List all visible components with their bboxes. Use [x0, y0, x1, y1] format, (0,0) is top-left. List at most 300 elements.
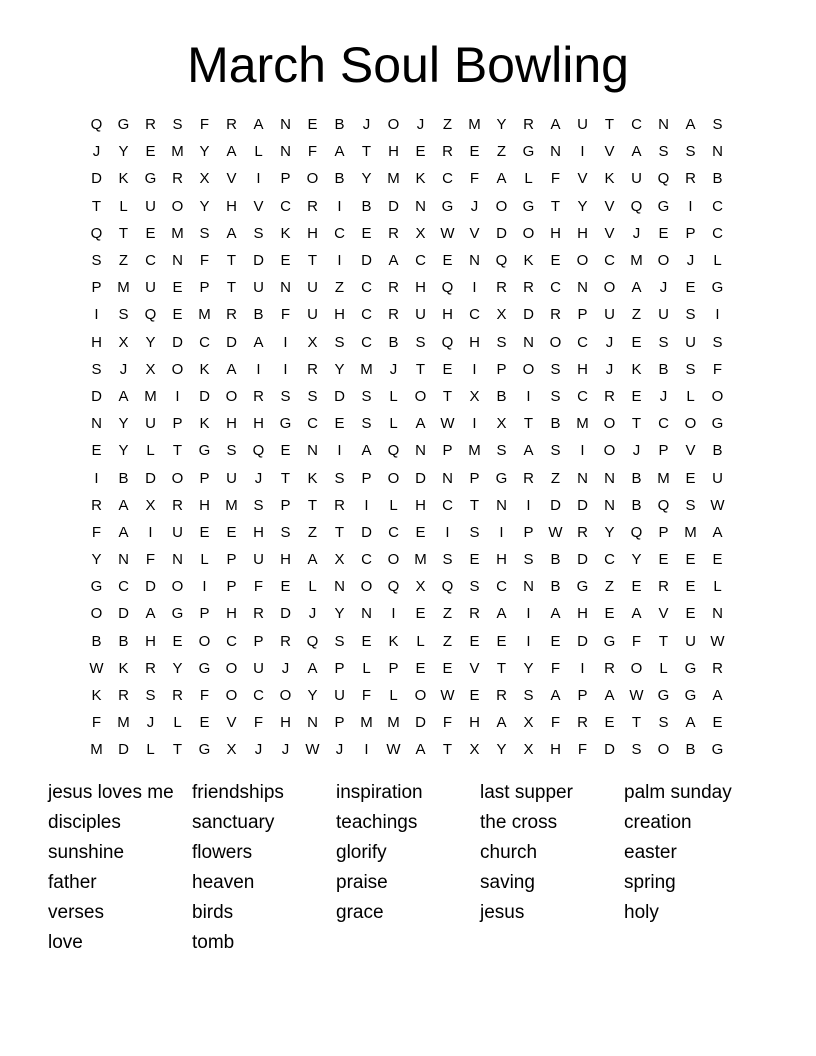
grid-letter: T	[280, 469, 291, 487]
grid-letter: N	[415, 197, 426, 215]
grid-letter: F	[712, 360, 723, 378]
grid-letter: E	[550, 252, 561, 270]
grid-letter: C	[415, 252, 426, 270]
grid-letter: T	[226, 279, 237, 297]
grid-letter: M	[198, 306, 211, 324]
grid-letter: B	[712, 170, 723, 188]
grid-letter: V	[226, 714, 237, 732]
grid-letter: F	[199, 252, 210, 270]
grid-row	[83, 138, 731, 165]
grid-letter: S	[280, 523, 291, 541]
grid-letter: Q	[441, 333, 454, 351]
grid-letter: H	[577, 360, 588, 378]
grid-letter: I	[688, 197, 693, 215]
grid-letter: P	[442, 442, 453, 460]
grid-letter: O	[225, 687, 238, 705]
grid-letter: S	[523, 687, 534, 705]
grid-letter: N	[91, 415, 102, 433]
grid-letter: C	[604, 551, 615, 569]
grid-letter: E	[280, 252, 291, 270]
grid-row	[83, 519, 731, 546]
grid-row	[83, 165, 731, 192]
grid-letter: C	[361, 306, 372, 324]
grid-letter: Q	[90, 224, 103, 242]
grid-letter: G	[684, 659, 697, 677]
grid-letter: I	[580, 442, 585, 460]
grid-letter: Y	[118, 143, 129, 161]
grid-letter: A	[415, 741, 426, 759]
grid-letter: Y	[307, 687, 318, 705]
grid-letter: O	[657, 741, 670, 759]
grid-letter: F	[253, 578, 264, 596]
grid-letter: E	[685, 279, 696, 297]
grid-letter: G	[198, 442, 211, 460]
grid-letter: L	[308, 578, 317, 596]
grid-letter: C	[577, 387, 588, 405]
grid-letter: F	[145, 551, 156, 569]
grid-letter: G	[495, 469, 508, 487]
grid-letter: O	[387, 469, 400, 487]
grid-letter: S	[469, 578, 480, 596]
grid-letter: L	[389, 387, 398, 405]
grid-letter: T	[631, 714, 642, 732]
grid-letter: G	[144, 170, 157, 188]
grid-letter: S	[685, 496, 696, 514]
word-column	[48, 778, 192, 958]
grid-letter: V	[604, 224, 615, 242]
grid-letter: I	[283, 333, 288, 351]
grid-letter: R	[172, 170, 183, 188]
grid-letter: F	[631, 632, 642, 650]
grid-letter: F	[199, 116, 210, 134]
grid-letter: I	[472, 415, 477, 433]
grid-letter: D	[172, 333, 183, 351]
grid-letter: H	[577, 224, 588, 242]
grid-letter: Q	[441, 279, 454, 297]
grid-letter: B	[658, 360, 669, 378]
grid-letter: B	[253, 306, 264, 324]
word-item: creation	[624, 812, 692, 833]
grid-letter: E	[172, 632, 183, 650]
grid-letter: U	[226, 469, 237, 487]
grid-letter: K	[523, 252, 534, 270]
grid-letter: L	[416, 632, 425, 650]
grid-letter: S	[334, 469, 345, 487]
grid-letter: F	[550, 659, 561, 677]
grid-letter: F	[280, 306, 291, 324]
grid-letter: I	[472, 360, 477, 378]
grid-letter: G	[117, 116, 130, 134]
grid-letter: X	[469, 741, 480, 759]
grid-letter: J	[335, 741, 344, 759]
grid-letter: Y	[523, 659, 534, 677]
grid-letter: J	[659, 387, 668, 405]
grid-letter: K	[280, 224, 291, 242]
word-item: jesus	[480, 902, 525, 923]
grid-letter: L	[713, 252, 722, 270]
grid-letter: P	[388, 659, 399, 677]
grid-letter: R	[496, 687, 507, 705]
grid-letter: N	[307, 714, 318, 732]
grid-letter: Q	[657, 496, 670, 514]
grid-letter: E	[199, 714, 210, 732]
grid-letter: N	[334, 578, 345, 596]
grid-letter: P	[658, 442, 669, 460]
grid-letter: C	[442, 496, 453, 514]
grid-letter: X	[145, 360, 156, 378]
grid-letter: H	[469, 333, 480, 351]
word-item: heaven	[192, 872, 255, 893]
grid-letter: J	[119, 360, 128, 378]
grid-letter: R	[253, 387, 264, 405]
grid-letter: Y	[199, 197, 210, 215]
grid-letter: P	[280, 170, 291, 188]
grid-letter: N	[361, 605, 372, 623]
grid-letter: L	[254, 143, 263, 161]
grid-letter: M	[171, 143, 184, 161]
grid-row	[83, 111, 731, 138]
grid-letter: P	[334, 714, 345, 732]
grid-letter: S	[334, 632, 345, 650]
grid-letter: C	[388, 523, 399, 541]
grid-letter: G	[90, 578, 103, 596]
grid-letter: Q	[306, 632, 319, 650]
grid-letter: E	[685, 578, 696, 596]
grid-letter: E	[442, 659, 453, 677]
grid-letter: D	[280, 605, 291, 623]
grid-letter: H	[280, 714, 291, 732]
grid-letter: I	[499, 523, 504, 541]
grid-letter: S	[91, 360, 102, 378]
word-item: tomb	[192, 932, 235, 953]
grid-letter: E	[550, 632, 561, 650]
grid-letter: A	[307, 551, 318, 569]
grid-letter: U	[253, 659, 264, 677]
grid-letter: N	[307, 442, 318, 460]
grid-letter: S	[442, 551, 453, 569]
grid-letter: J	[659, 279, 668, 297]
grid-letter: I	[391, 605, 396, 623]
grid-letter: L	[389, 687, 398, 705]
grid-letter: P	[334, 659, 345, 677]
grid-letter: X	[523, 741, 534, 759]
grid-letter: J	[308, 605, 317, 623]
grid-letter: R	[604, 659, 615, 677]
grid-letter: S	[658, 714, 669, 732]
grid-letter: B	[712, 442, 723, 460]
grid-letter: E	[226, 523, 237, 541]
word-item: church	[480, 842, 538, 863]
grid-letter: T	[523, 415, 534, 433]
grid-letter: Y	[199, 143, 210, 161]
grid-letter: J	[281, 741, 290, 759]
grid-letter: J	[281, 659, 290, 677]
grid-letter: L	[389, 496, 398, 514]
word-item: last supper	[480, 782, 573, 803]
grid-letter: D	[118, 605, 129, 623]
grid-letter: A	[307, 659, 318, 677]
grid-letter: V	[469, 659, 480, 677]
grid-letter: D	[226, 333, 237, 351]
grid-letter: F	[199, 687, 210, 705]
grid-letter: P	[523, 523, 534, 541]
word-column	[336, 778, 480, 958]
grid-letter: J	[686, 252, 695, 270]
grid-letter: F	[91, 523, 102, 541]
grid-letter: Z	[307, 523, 318, 541]
grid-letter: E	[469, 143, 480, 161]
grid-letter: I	[526, 632, 531, 650]
grid-letter: A	[415, 415, 426, 433]
grid-letter: V	[577, 170, 588, 188]
grid-letter: B	[550, 415, 561, 433]
grid-letter: A	[496, 605, 507, 623]
word-item: father	[48, 872, 97, 893]
grid-letter: S	[685, 360, 696, 378]
grid-letter: J	[362, 116, 371, 134]
grid-letter: N	[577, 279, 588, 297]
grid-letter: O	[684, 415, 697, 433]
grid-letter: J	[632, 442, 641, 460]
grid-letter: T	[604, 116, 615, 134]
grid-row	[83, 464, 731, 491]
grid-letter: Y	[361, 170, 372, 188]
word-item: praise	[336, 872, 388, 893]
grid-letter: J	[470, 197, 479, 215]
grid-letter: E	[604, 605, 615, 623]
grid-letter: I	[94, 469, 99, 487]
grid-letter: J	[632, 224, 641, 242]
grid-letter: H	[226, 605, 237, 623]
grid-letter: D	[118, 741, 129, 759]
grid-letter: T	[658, 632, 669, 650]
grid-letter: P	[685, 224, 696, 242]
grid-letter: E	[172, 279, 183, 297]
grid-letter: T	[631, 415, 642, 433]
grid-letter: M	[117, 279, 130, 297]
grid-letter: Z	[442, 632, 453, 650]
grid-letter: G	[441, 197, 454, 215]
grid-letter: T	[496, 659, 507, 677]
word-item: flowers	[192, 842, 253, 863]
grid-letter: H	[91, 333, 102, 351]
grid-letter: F	[577, 741, 588, 759]
grid-letter: T	[307, 496, 318, 514]
grid-letter: L	[659, 659, 668, 677]
grid-letter: W	[386, 741, 401, 759]
grid-letter: J	[605, 333, 614, 351]
grid-letter: D	[496, 224, 507, 242]
word-item: the cross	[480, 812, 558, 833]
grid-letter: O	[171, 197, 184, 215]
grid-letter: R	[658, 578, 669, 596]
grid-letter: M	[360, 714, 373, 732]
grid-letter: E	[631, 578, 642, 596]
grid-letter: P	[658, 523, 669, 541]
grid-letter: L	[173, 714, 182, 732]
grid-row	[83, 736, 731, 763]
grid-letter: W	[548, 523, 563, 541]
grid-letter: T	[172, 442, 183, 460]
grid-letter: T	[361, 143, 372, 161]
grid-letter: Z	[604, 578, 615, 596]
grid-letter: M	[90, 741, 103, 759]
word-bank	[48, 778, 768, 958]
grid-letter: H	[334, 306, 345, 324]
grid-letter: E	[604, 714, 615, 732]
grid-letter: C	[712, 224, 723, 242]
grid-letter: U	[604, 306, 615, 324]
grid-letter: P	[91, 279, 102, 297]
grid-letter: E	[712, 551, 723, 569]
grid-letter: H	[199, 496, 210, 514]
grid-letter: S	[685, 306, 696, 324]
grid-letter: C	[307, 415, 318, 433]
grid-letter: B	[685, 741, 696, 759]
grid-letter: Z	[118, 252, 129, 270]
grid-row	[83, 628, 731, 655]
grid-row	[83, 437, 731, 464]
grid-letter: E	[91, 442, 102, 460]
grid-letter: G	[711, 741, 724, 759]
grid-letter: M	[684, 523, 697, 541]
grid-letter: G	[684, 687, 697, 705]
grid-letter: R	[280, 632, 291, 650]
grid-letter: F	[253, 714, 264, 732]
grid-letter: I	[283, 360, 288, 378]
grid-letter: X	[496, 306, 507, 324]
grid-letter: U	[577, 116, 588, 134]
grid-letter: G	[279, 415, 292, 433]
grid-letter: G	[522, 197, 535, 215]
grid-letter: D	[361, 252, 372, 270]
grid-row	[83, 709, 731, 736]
grid-letter: R	[685, 170, 696, 188]
grid-row	[83, 193, 731, 220]
grid-letter: R	[145, 659, 156, 677]
grid-letter: Y	[631, 551, 642, 569]
grid-letter: N	[550, 143, 561, 161]
grid-letter: J	[254, 741, 263, 759]
grid-letter: J	[416, 116, 425, 134]
grid-letter: O	[549, 333, 562, 351]
grid-letter: P	[199, 279, 210, 297]
grid-letter: R	[226, 116, 237, 134]
grid-letter: B	[388, 333, 399, 351]
grid-letter: T	[442, 387, 453, 405]
grid-letter: E	[442, 252, 453, 270]
grid-letter: U	[145, 415, 156, 433]
grid-letter: O	[171, 469, 184, 487]
grid-letter: S	[91, 252, 102, 270]
grid-letter: M	[387, 170, 400, 188]
grid-letter: S	[712, 116, 723, 134]
grid-letter: R	[172, 496, 183, 514]
grid-letter: D	[523, 306, 534, 324]
grid-letter: E	[307, 116, 318, 134]
grid-letter: K	[199, 360, 210, 378]
grid-letter: C	[361, 333, 372, 351]
grid-letter: D	[145, 469, 156, 487]
grid-letter: S	[118, 306, 129, 324]
grid-letter: P	[496, 360, 507, 378]
grid-letter: E	[415, 143, 426, 161]
grid-letter: R	[226, 306, 237, 324]
grid-letter: I	[202, 578, 207, 596]
grid-letter: A	[712, 687, 723, 705]
grid-letter: A	[685, 714, 696, 732]
grid-letter: V	[226, 170, 237, 188]
grid-letter: S	[280, 387, 291, 405]
grid-letter: I	[256, 360, 261, 378]
grid-letter: S	[685, 143, 696, 161]
grid-letter: O	[603, 279, 616, 297]
grid-letter: D	[91, 170, 102, 188]
grid-letter: Z	[334, 279, 345, 297]
grid-letter: E	[280, 578, 291, 596]
grid-letter: W	[629, 687, 644, 705]
grid-letter: K	[604, 170, 615, 188]
grid-letter: E	[415, 523, 426, 541]
grid-letter: Q	[495, 252, 508, 270]
grid-letter: S	[253, 224, 264, 242]
grid-letter: D	[604, 741, 615, 759]
grid-letter: X	[226, 741, 237, 759]
grid-letter: K	[388, 632, 399, 650]
grid-letter: S	[523, 551, 534, 569]
grid-letter: F	[442, 714, 453, 732]
grid-letter: G	[657, 197, 670, 215]
grid-letter: A	[631, 279, 642, 297]
grid-letter: H	[226, 415, 237, 433]
grid-letter: M	[468, 442, 481, 460]
grid-letter: A	[631, 143, 642, 161]
grid-letter: O	[90, 605, 103, 623]
grid-letter: I	[148, 523, 153, 541]
grid-letter: C	[550, 279, 561, 297]
grid-letter: T	[118, 224, 129, 242]
grid-letter: L	[524, 170, 533, 188]
grid-letter: J	[605, 360, 614, 378]
grid-letter: H	[442, 306, 453, 324]
grid-letter: Z	[442, 116, 453, 134]
grid-letter: T	[226, 252, 237, 270]
grid-letter: B	[118, 632, 129, 650]
grid-letter: I	[337, 197, 342, 215]
grid-row	[83, 655, 731, 682]
grid-letter: A	[496, 714, 507, 732]
grid-letter: T	[442, 741, 453, 759]
grid-letter: R	[577, 523, 588, 541]
grid-letter: U	[172, 523, 183, 541]
grid-letter: A	[226, 143, 237, 161]
grid-letter: H	[145, 632, 156, 650]
word-item: palm sunday	[624, 782, 732, 803]
grid-letter: B	[334, 116, 345, 134]
grid-letter: B	[361, 197, 372, 215]
grid-letter: P	[577, 306, 588, 324]
grid-letter: E	[361, 632, 372, 650]
grid-letter: Q	[90, 116, 103, 134]
grid-letter: R	[307, 360, 318, 378]
grid-letter: D	[415, 469, 426, 487]
grid-letter: K	[118, 659, 129, 677]
grid-letter: W	[710, 496, 725, 514]
grid-letter: M	[225, 496, 238, 514]
grid-letter: X	[496, 415, 507, 433]
grid-letter: N	[172, 252, 183, 270]
grid-letter: J	[146, 714, 155, 732]
